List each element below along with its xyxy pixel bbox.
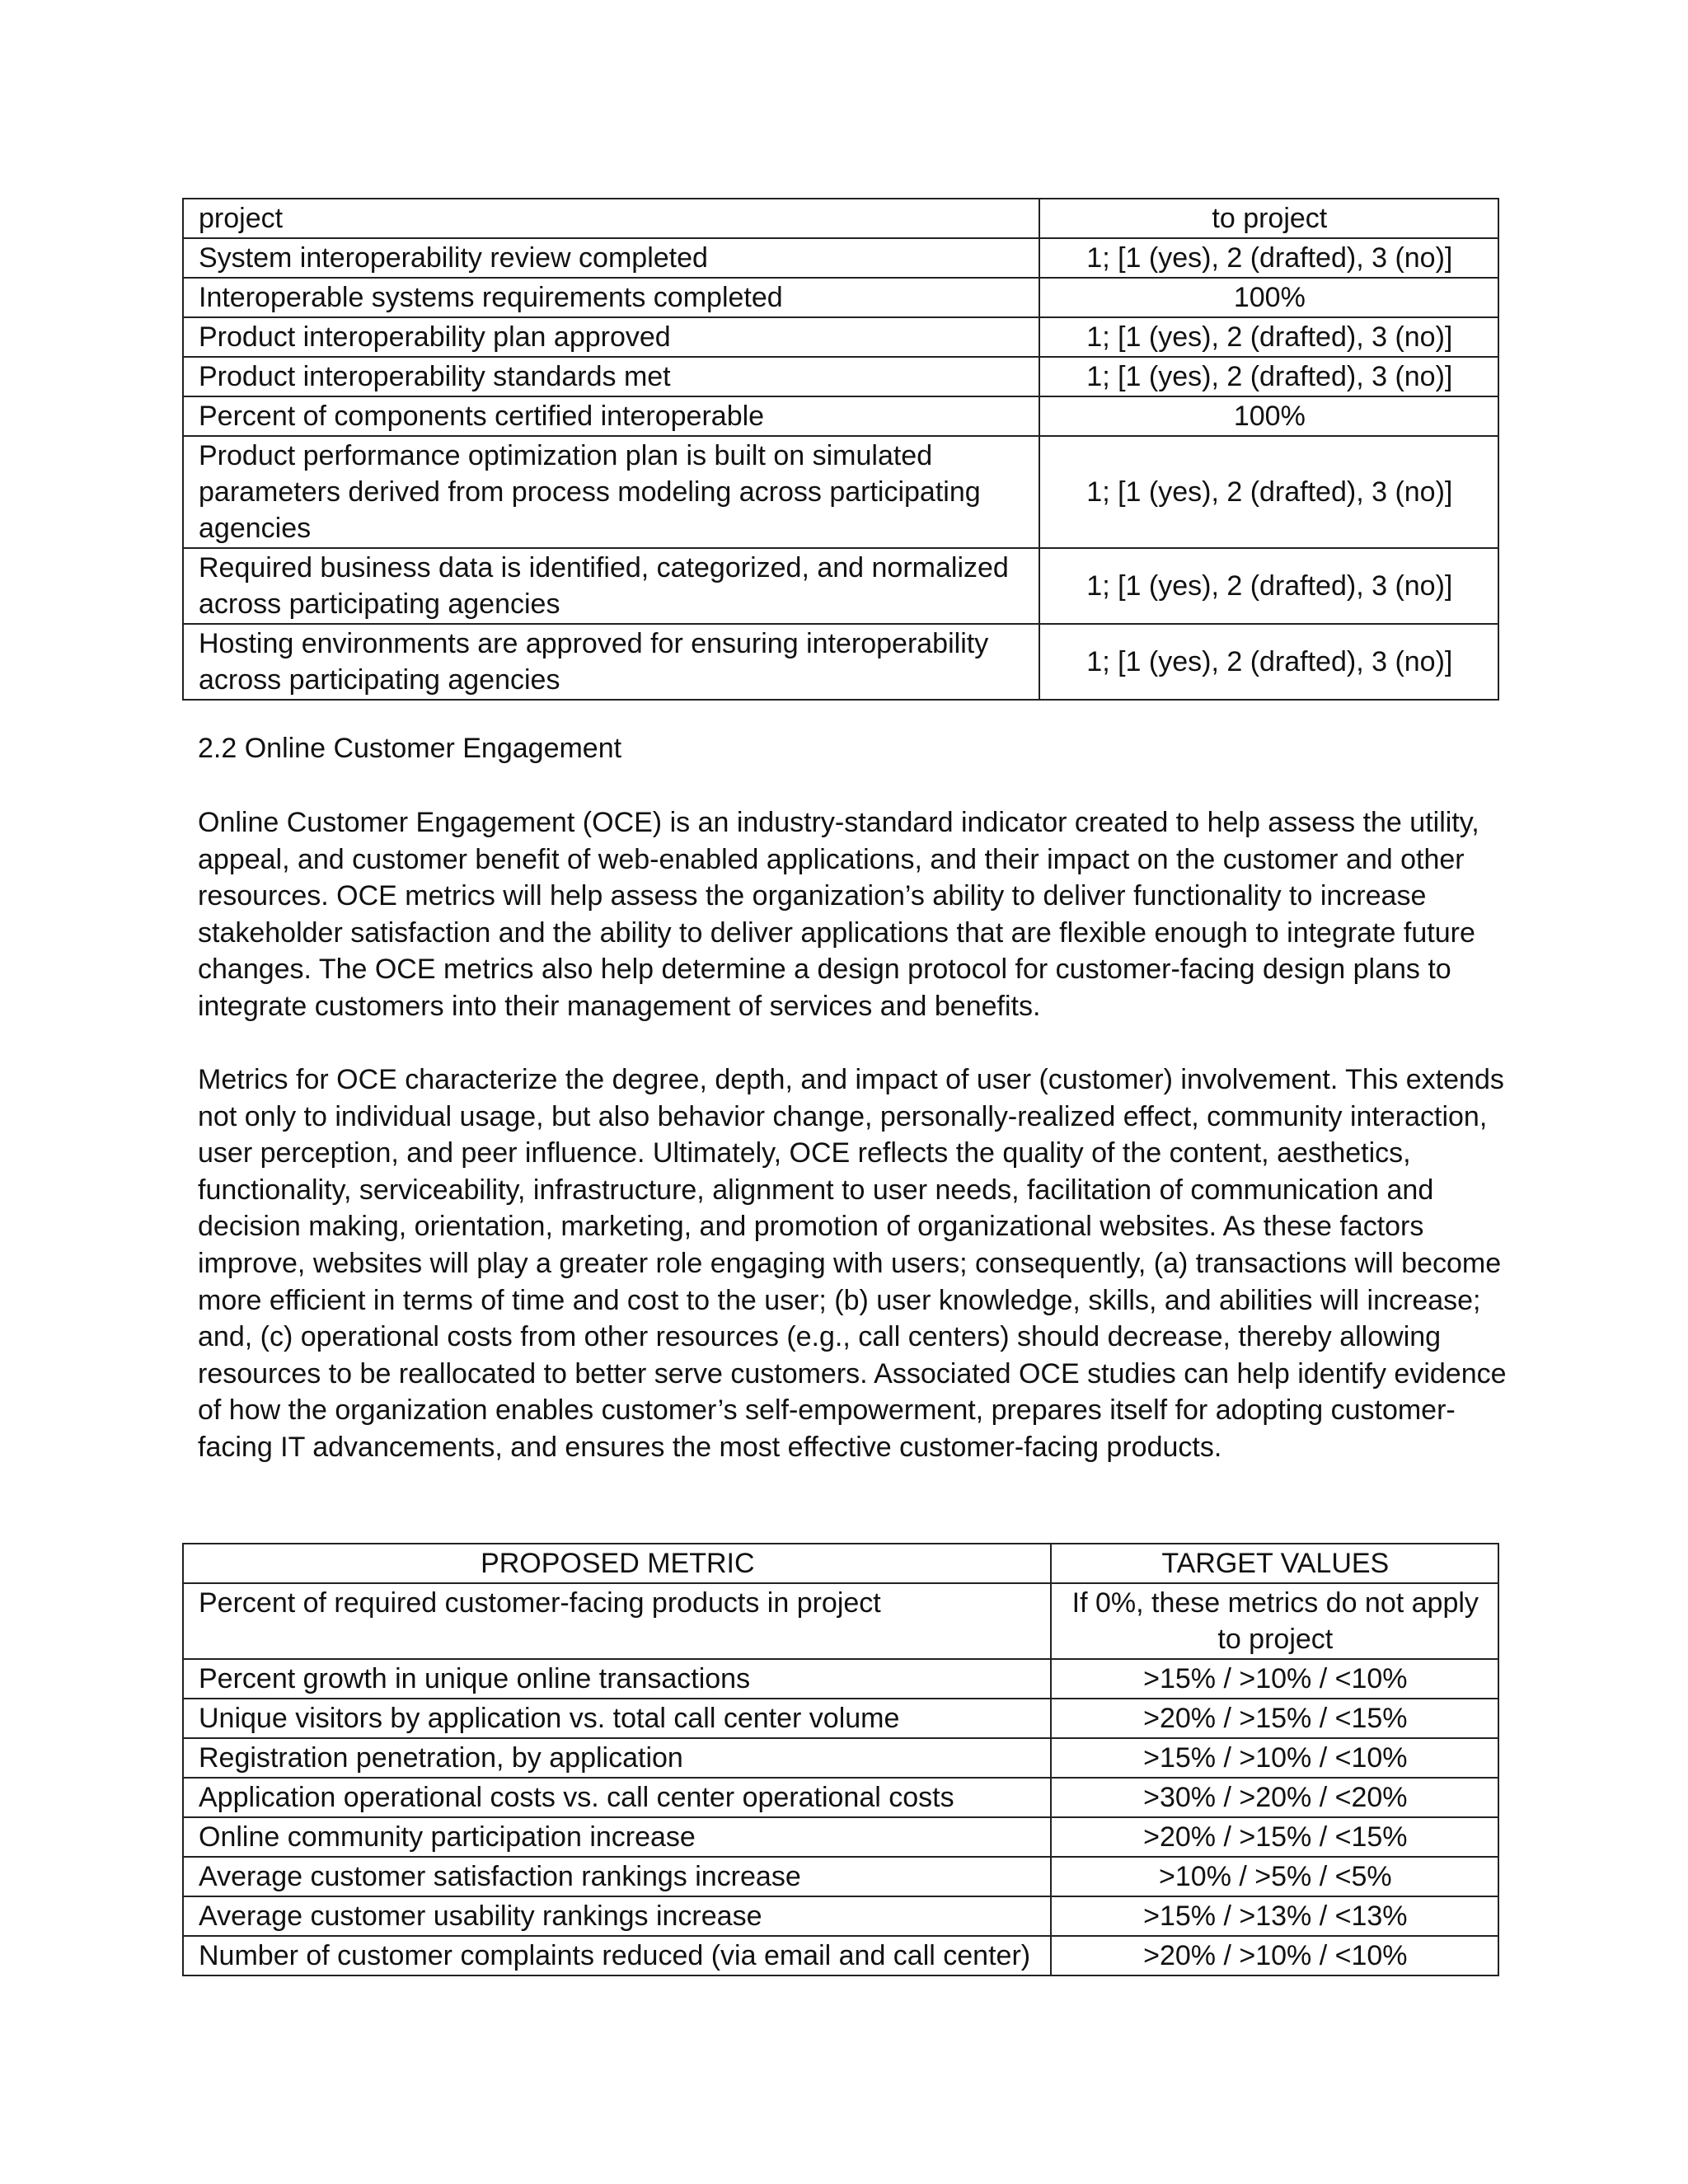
table-row (183, 1936, 1498, 1975)
table-header-row (183, 1544, 1498, 1583)
target-cell: >10% / >5% / <5% (1051, 1857, 1498, 1896)
target-cell: >15% / >10% / <10% (1051, 1738, 1498, 1778)
table-row (183, 1583, 1498, 1659)
target-cell: >20% / >15% / <15% (1051, 1699, 1498, 1738)
table-row (183, 396, 1498, 436)
metric-cell: Unique visitors by application vs. total call center volume (183, 1699, 1051, 1738)
target-cell: 1; [1 (yes), 2 (drafted), 3 (no)] (1039, 238, 1498, 278)
metric-cell: Product interoperability plan approved (183, 317, 1039, 357)
table-row (183, 1659, 1498, 1699)
metric-cell: Percent of components certified interoperable (183, 396, 1039, 436)
table-row (183, 548, 1498, 624)
target-cell: 1; [1 (yes), 2 (drafted), 3 (no)] (1039, 436, 1498, 548)
target-cell: 1; [1 (yes), 2 (drafted), 3 (no)] (1039, 624, 1498, 700)
target-cell: 1; [1 (yes), 2 (drafted), 3 (no)] (1039, 357, 1498, 396)
table-row (183, 436, 1498, 548)
metric-cell: Interoperable systems requirements completed (183, 278, 1039, 317)
metric-cell: Product performance optimization plan is built on simulated parameters derived from process modeling across participating agencies (183, 436, 1039, 548)
table-row (183, 1896, 1498, 1936)
metric-cell: Application operational costs vs. call center operational costs (183, 1778, 1051, 1817)
table-row (183, 199, 1498, 238)
table-row (183, 624, 1498, 700)
target-cell: 100% (1039, 396, 1498, 436)
metric-cell: Average customer satisfaction rankings increase (183, 1857, 1051, 1896)
metric-cell: Product interoperability standards met (183, 357, 1039, 396)
metric-cell: project (183, 199, 1039, 238)
table-row (183, 1738, 1498, 1778)
table-row (183, 278, 1498, 317)
table-row (183, 1857, 1498, 1896)
metric-cell: Registration penetration, by application (183, 1738, 1051, 1778)
table-row (183, 238, 1498, 278)
target-cell: >20% / >10% / <10% (1051, 1936, 1498, 1975)
target-cell: to project (1039, 199, 1498, 238)
target-cell: >30% / >20% / <20% (1051, 1778, 1498, 1817)
metric-cell: Required business data is identified, categorized, and normalized across participating agencies (183, 548, 1039, 624)
header-target: TARGET VALUES (1051, 1544, 1498, 1583)
metric-cell: Average customer usability rankings increase (183, 1896, 1051, 1936)
target-cell: >15% / >10% / <10% (1051, 1659, 1498, 1699)
target-cell: If 0%, these metrics do not apply to project (1051, 1583, 1498, 1659)
metric-cell: Number of customer complaints reduced (via email and call center) (183, 1936, 1051, 1975)
metric-cell: Online community participation increase (183, 1817, 1051, 1857)
oce-metrics-table (182, 1543, 1499, 1976)
target-cell: >15% / >13% / <13% (1051, 1896, 1498, 1936)
target-cell: >20% / >15% / <15% (1051, 1817, 1498, 1857)
metric-cell: Percent growth in unique online transactions (183, 1659, 1051, 1699)
interoperability-metrics-table (182, 198, 1499, 701)
oce-intro-paragraph: Online Customer Engagement (OCE) is an industry-standard indicator created to help assess the utility, appeal, and customer benefit of web-enabled applications, and their impact on the customer and other resources. OCE metrics will help assess the organization’s ability to deliver functionality to increase stakeholder satisfaction and the ability to deliver applications that are flexible enough to integrate future changes. The OCE metrics also help determine a design protocol for customer-facing design plans to integrate customers into their management of services and benefits. (198, 807, 1479, 1022)
metric-cell: System interoperability review completed (183, 238, 1039, 278)
table-row (183, 1817, 1498, 1857)
target-cell: 100% (1039, 278, 1498, 317)
metric-cell: Hosting environments are approved for ensuring interoperability across participating agencies (183, 624, 1039, 700)
section-heading: 2.2 Online Customer Engagement (198, 733, 622, 764)
table-row (183, 317, 1498, 357)
target-cell: 1; [1 (yes), 2 (drafted), 3 (no)] (1039, 548, 1498, 624)
table-row (183, 1699, 1498, 1738)
target-cell: 1; [1 (yes), 2 (drafted), 3 (no)] (1039, 317, 1498, 357)
header-metric: PROPOSED METRIC (183, 1544, 1051, 1583)
table-row (183, 357, 1498, 396)
oce-metrics-paragraph: Metrics for OCE characterize the degree, depth, and impact of user (customer) involvement. This extends not only to individual usage, but also behavior change, personally-realized effect, community interaction, user perception, and peer influence. Ultimately, OCE reflects the quality of the content, aesthetics, functionality, serviceability, infrastructure, alignment to user needs, facilitation of communication and decision making, orientation, marketing, and promotion of organizational websites. As these factors improve, websites will play a greater role engaging with users; consequently, (a) transactions will become more efficient in terms of time and cost to the user; (b) user knowledge, skills, and abilities will increase; and, (c) operational costs from other resources (e.g., call centers) should decrease, thereby allowing resources to be reallocated to better serve customers. Associated OCE studies can help identify evidence of how the organization enables customer’s self-empowerment, prepares itself for adopting customer-facing IT advancements, and ensures the most effective customer-facing products. (198, 1064, 1507, 1463)
metric-cell: Percent of required customer-facing products in project (183, 1583, 1051, 1659)
table-row (183, 1778, 1498, 1817)
